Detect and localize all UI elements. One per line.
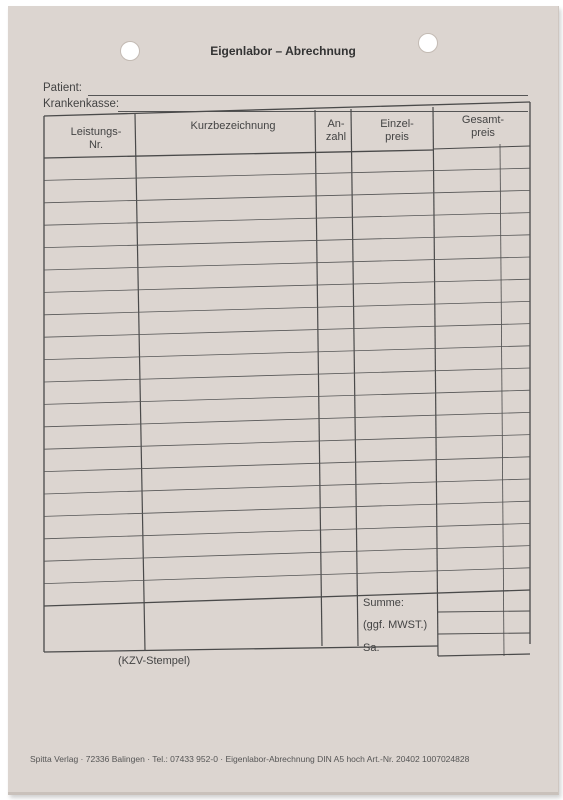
- table-row-line: [44, 168, 530, 180]
- table-row-line: [44, 412, 530, 426]
- header-service-no-label: Leistungs- Nr.: [70, 126, 122, 151]
- form-title: Eigenlabor – Abrechnung: [210, 44, 356, 58]
- header-quantity-label: An- zahl: [325, 118, 347, 143]
- table-row-line: [44, 301, 530, 314]
- header-service-no: [56, 126, 136, 152]
- table-row-line: [44, 479, 530, 494]
- header-quantity: [318, 118, 354, 144]
- table-row-line: [44, 457, 530, 472]
- patient-label: Patient:: [43, 82, 82, 94]
- table-row-line: [44, 346, 530, 360]
- table-row-line: [44, 324, 530, 338]
- insurance-label: Krankenkasse:: [43, 98, 120, 110]
- header-unit-price: [358, 118, 436, 144]
- form-sheet: [8, 6, 559, 795]
- table-row-line: [44, 190, 530, 202]
- header-description-label: Kurzbezeichnung: [190, 120, 276, 132]
- table-row-line: [44, 435, 530, 450]
- table-row-line: [44, 235, 530, 248]
- table-row-line: [44, 368, 530, 382]
- stamp-label: (KZV-Stempel): [118, 655, 191, 667]
- sum-label: Summe:: [363, 597, 404, 609]
- table-row-line: [44, 390, 530, 404]
- table-row-line: [44, 257, 530, 270]
- header-total-price: [436, 114, 530, 140]
- table-row-line: [44, 523, 530, 538]
- vat-label: (ggf. MWST.): [363, 619, 428, 631]
- header-total-price-label: Gesamt- preis: [461, 114, 505, 139]
- table-row-line: [44, 213, 530, 226]
- header-description: [148, 120, 318, 133]
- table-row-line: [44, 568, 530, 584]
- table-row-line: [44, 546, 530, 562]
- total-label: Sa.: [363, 642, 380, 654]
- table-row-line: [44, 279, 530, 292]
- header-unit-price-label: Einzel- preis: [380, 118, 414, 143]
- footer-imprint: Spitta Verlag · 72336 Balingen · Tel.: 07433 952-0 · Eigenlabor-Abrechnung DIN A5 hoch Art.-Nr. 20402 1007024828: [30, 754, 470, 764]
- table-row-line: [44, 501, 530, 516]
